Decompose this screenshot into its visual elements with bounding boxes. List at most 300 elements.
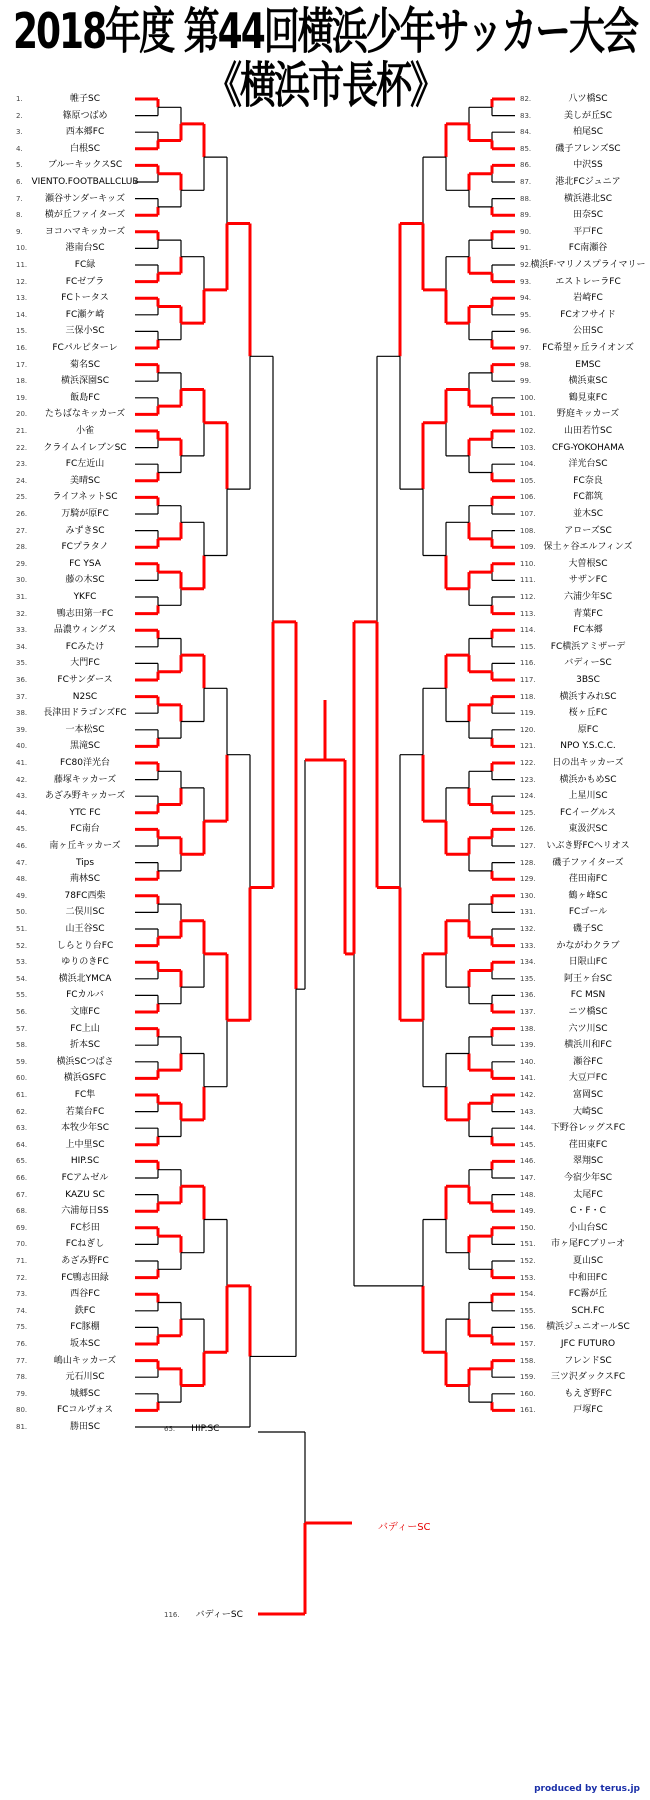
team-name: KAZU SC (65, 1189, 105, 1200)
team-number: 109. (520, 543, 536, 552)
team-number: 85. (520, 144, 532, 153)
team-number: 70. (16, 1240, 28, 1249)
team-number: 6. (16, 178, 23, 186)
team-number: 50. (16, 908, 28, 917)
team-name: 小雀 (75, 426, 94, 436)
team-number: 23. (16, 460, 28, 469)
team-name: 西本郷FC (65, 127, 105, 138)
team-name: FC YSA (69, 558, 101, 569)
team-name: FC上山 (70, 1023, 100, 1034)
team-number: 138. (520, 1024, 536, 1033)
team-number: 26. (16, 510, 28, 518)
team-number: 60. (16, 1074, 28, 1083)
team-name: FC本郷 (573, 625, 603, 636)
team-name: 港北FCジュニア (555, 177, 621, 187)
team-name: FCオフサイド (560, 309, 616, 320)
team-number: 107. (520, 510, 536, 518)
team-number: 61. (16, 1091, 28, 1099)
team-number: 1. (16, 95, 23, 103)
team-number: 77. (16, 1356, 28, 1365)
team-number: 155. (520, 1306, 536, 1315)
team-name: FC左近山 (65, 459, 105, 470)
team-number: 87. (520, 178, 532, 186)
team-number: 33. (16, 626, 28, 635)
team-number: 27. (16, 526, 28, 535)
team-number: 147. (520, 1174, 536, 1182)
team-number: 32. (16, 609, 28, 618)
team-number: 108. (520, 526, 536, 535)
team-number: 78. (16, 1373, 28, 1382)
team-number: 104. (520, 460, 536, 469)
team-number: 81. (16, 1423, 28, 1431)
team-name: みずきSC (65, 525, 105, 536)
team-name: たちばなキッカーズ (44, 409, 126, 420)
team-name: FC杉田 (70, 1222, 100, 1233)
team-name: 美晴SC (70, 475, 100, 486)
team-number: 117. (520, 676, 536, 684)
team-name: 下野谷レッグスFC (550, 1123, 626, 1134)
team-name: 横が丘ファイターズ (44, 210, 126, 221)
team-number: 136. (520, 991, 536, 1000)
team-name: 品濃ウィングス (53, 625, 117, 636)
team-name: HIP.SC (70, 1156, 100, 1167)
team-name: しらとり台FC (56, 940, 114, 951)
team-number: 39. (16, 725, 28, 734)
final-bottom-name: バディーSC (195, 1610, 243, 1620)
team-name: 城郷SC (70, 1388, 100, 1399)
page-title: 2018年度 第44回横浜少年サッカー大会《横浜市長杯》 (12, 4, 638, 114)
team-number: 110. (520, 559, 536, 568)
team-name: 戸塚FC (573, 1405, 603, 1416)
team-number: 72. (16, 1273, 28, 1282)
team-name: CFG-YOKOHAMA (551, 442, 625, 453)
team-name: YTC FC (69, 807, 101, 818)
team-name: あざみ野キッカーズ (44, 791, 126, 802)
team-number: 56. (16, 1008, 28, 1016)
team-name: 翠翔SC (573, 1156, 603, 1167)
team-name: 八ツ橋SC (568, 94, 608, 104)
team-name: ゆりのきFC (61, 957, 109, 968)
team-name: VIENTO.FOOTBALLCLUB (31, 177, 139, 187)
final-entry-top (164, 1424, 219, 1434)
team-number: 11. (16, 261, 28, 269)
team-number: 112. (520, 593, 536, 601)
team-number: 65. (16, 1157, 28, 1166)
team-name: 中沢SS (573, 160, 603, 171)
team-name: 飯島FC (70, 392, 100, 403)
team-name: 磯子フレンズSC (555, 143, 621, 154)
team-number: 66. (16, 1174, 28, 1182)
team-name: FCゴール (568, 907, 608, 918)
team-number: 125. (520, 808, 536, 817)
team-number: 134. (520, 958, 536, 967)
team-number: 51. (16, 925, 28, 933)
team-name: 公田SC (573, 326, 603, 337)
team-number: 91. (520, 244, 532, 253)
team-number: 99. (520, 377, 532, 386)
team-number: 139. (520, 1041, 536, 1050)
team-number: 13. (16, 294, 28, 303)
team-number: 59. (16, 1057, 28, 1066)
team-number: 143. (520, 1107, 536, 1116)
team-name: 田奈SC (573, 210, 603, 221)
team-name: Tips (75, 857, 95, 868)
team-name: 西谷FC (70, 1289, 100, 1300)
team-name: 夏山SC (573, 1256, 603, 1266)
team-name: FC南台 (70, 824, 100, 835)
team-name: 磯子SC (573, 924, 603, 934)
team-name: 中和田FC (568, 1272, 608, 1283)
team-number: 12. (16, 277, 28, 286)
team-number: 24. (16, 476, 28, 485)
team-name: 柏尾SC (573, 127, 603, 138)
team-number: 69. (16, 1223, 28, 1232)
team-name: 荏田東FC (568, 1139, 608, 1150)
team-number: 31. (16, 593, 28, 601)
team-number: 21. (16, 427, 28, 435)
team-name: FC奈良 (573, 475, 603, 486)
team-number: 137. (520, 1008, 536, 1016)
team-number: 82. (520, 95, 532, 103)
team-number: 46. (16, 842, 28, 850)
team-name: FCコルヴォス (56, 1405, 114, 1416)
team-number: 20. (16, 410, 28, 419)
team-number: 127. (520, 842, 536, 850)
team-number: 15. (16, 327, 28, 336)
team-number: 135. (520, 974, 536, 983)
team-number: 49. (16, 891, 28, 900)
team-name: 阿王ヶ台SC (564, 973, 612, 984)
team-name: 桜ヶ丘FC (568, 708, 608, 719)
team-name: 万騎が原FC (61, 509, 109, 519)
team-number: 74. (16, 1306, 28, 1315)
team-name: サザンFC (568, 575, 608, 586)
team-number: 128. (520, 858, 536, 867)
team-name: 上星川SC (568, 791, 608, 802)
team-number: 132. (520, 925, 536, 933)
team-name: FCみたけ (65, 641, 105, 652)
team-number: 160. (520, 1389, 536, 1398)
team-number: 158. (520, 1356, 536, 1365)
team-name: 大門FC (70, 658, 100, 669)
team-number: 95. (520, 310, 532, 319)
team-number: 79. (16, 1389, 28, 1398)
team-name: 横浜かもめSC (559, 774, 617, 785)
team-number: 96. (520, 327, 532, 336)
team-number: 118. (520, 692, 536, 701)
team-number: 67. (16, 1190, 28, 1199)
team-name: 荊林SC (70, 874, 100, 885)
team-number: 129. (520, 875, 536, 884)
team-name: 南ヶ丘キッカーズ (49, 841, 121, 851)
team-name: ニツ橋SC (568, 1007, 608, 1017)
team-name: 横浜GSFC (63, 1073, 107, 1084)
team-number: 90. (520, 227, 532, 236)
team-number: 83. (520, 111, 532, 120)
team-name: ヨコハマキッカーズ (44, 226, 126, 237)
team-name: 藤の木SC (65, 575, 105, 586)
team-name: 小山台SC (568, 1222, 608, 1233)
team-number: 42. (16, 775, 28, 784)
team-number: 154. (520, 1290, 536, 1299)
team-number: 146. (520, 1157, 536, 1166)
team-number: 28. (16, 543, 28, 552)
team-number: 7. (16, 194, 23, 203)
team-name: N2SC (72, 691, 98, 702)
team-name: 篠原つばめ (62, 110, 108, 121)
team-name: アローズSC (564, 525, 612, 536)
team-number: 126. (520, 825, 536, 834)
team-name: フレンドSC (564, 1355, 612, 1366)
team-number: 36. (16, 676, 28, 684)
team-name: FC緑 (74, 260, 96, 270)
team-name: FC MSN (570, 990, 606, 1001)
team-number: 121. (520, 742, 536, 751)
team-name: 山王谷SC (65, 924, 105, 934)
team-name: 岩崎FC (573, 293, 603, 304)
team-number: 133. (520, 941, 536, 950)
team-number: 53. (16, 958, 28, 967)
team-name: 横浜すみれSC (559, 691, 617, 702)
team-name: 菊名SC (70, 359, 100, 370)
team-name: 78FC西柴 (64, 890, 106, 901)
team-number: 52. (16, 941, 28, 950)
team-name: 若葉台FC (65, 1106, 105, 1117)
team-number: 64. (16, 1140, 28, 1149)
team-number: 34. (16, 642, 28, 651)
team-name: 美しが丘SC (564, 110, 612, 121)
team-number: 116. (520, 659, 536, 668)
team-number: 62. (16, 1107, 28, 1116)
team-name: 帷子SC (70, 94, 100, 104)
team-name: FC都筑 (573, 492, 603, 503)
team-number: 119. (520, 709, 536, 718)
team-number: 145. (520, 1140, 536, 1149)
team-number: 98. (520, 360, 532, 369)
team-number: 86. (520, 161, 532, 170)
team-number: 35. (16, 659, 28, 668)
team-name: 本牧少年SC (61, 1123, 109, 1134)
team-name: 野庭キッカーズ (556, 409, 620, 420)
team-number: 89. (520, 211, 532, 220)
team-number: 10. (16, 244, 28, 253)
team-name: 横浜川和FC (564, 1040, 612, 1051)
team-name: 鶴見東FC (568, 392, 608, 403)
team-name: 保土ヶ谷エルフィンズ (543, 542, 633, 553)
team-name: 平戸FC (573, 226, 603, 237)
team-name: FC80洋光台 (60, 758, 110, 768)
team-number: 153. (520, 1273, 536, 1282)
team-number: 80. (16, 1406, 28, 1415)
team-name: YKFC (73, 592, 97, 602)
team-number: 142. (520, 1091, 536, 1099)
team-number: 93. (520, 277, 532, 286)
team-name: 勝田SC (70, 1422, 100, 1432)
team-name: FCゼブラ (65, 276, 105, 287)
team-number: 94. (520, 294, 532, 303)
team-name: かながわクラブ (556, 940, 620, 951)
team-number: 149. (520, 1207, 536, 1216)
team-name: 横浜東SC (568, 376, 608, 387)
team-name: 横浜港北SC (564, 193, 612, 204)
team-name: 日の出キッカーズ (552, 758, 624, 768)
team-name: エストレーラFC (555, 276, 621, 287)
team-name: 荏田南FC (568, 874, 608, 885)
champion-label: バディーSC (378, 1522, 431, 1533)
team-number: 47. (16, 858, 28, 867)
team-number: 8. (16, 211, 23, 220)
team-name: FCサンダース (57, 675, 113, 685)
team-name: 瀬谷FC (573, 1056, 603, 1067)
team-number: 122. (520, 759, 536, 767)
team-number: 113. (520, 609, 536, 618)
team-number: 17. (16, 360, 28, 369)
team-name: 3BSC (576, 675, 600, 685)
team-name: 白根SC (70, 143, 100, 154)
team-number: 45. (16, 825, 28, 834)
team-name: FC横浜アミザーデ (550, 641, 626, 652)
team-name: クライムイレブンSC (43, 442, 127, 453)
credit-text[interactable]: produced by terus.jp (534, 1784, 640, 1794)
team-name: 東汲沢SC (568, 824, 608, 835)
team-number: 148. (520, 1190, 536, 1199)
final-top-name: HIP.SC (191, 1424, 220, 1434)
team-number: 58. (16, 1041, 28, 1050)
team-name: 大崎SC (573, 1106, 603, 1117)
team-number: 4. (16, 144, 23, 153)
team-name: 横浜深園SC (61, 376, 109, 387)
team-name: FC鴨志田緑 (61, 1272, 109, 1283)
team-number: 115. (520, 642, 536, 651)
team-number: 97. (520, 344, 532, 352)
team-name: 二俣川SC (65, 907, 105, 918)
team-number: 102. (520, 427, 536, 435)
team-number: 37. (16, 692, 28, 701)
team-number: 76. (16, 1340, 28, 1348)
team-name: 富岡SC (573, 1090, 603, 1100)
team-name: 六浦毎日SS (61, 1206, 109, 1217)
team-name: 大豆戸FC (568, 1073, 608, 1084)
team-name: 藤塚キッカーズ (53, 774, 117, 785)
team-name: 青葉FC (573, 608, 603, 619)
team-name: 元石川SC (65, 1372, 105, 1383)
team-number: 123. (520, 775, 536, 784)
team-name: JFC FUTURO (560, 1339, 616, 1349)
final-entry-bottom (164, 1607, 243, 1620)
team-name: 長津田ドラゴンズFC (43, 708, 127, 719)
team-number: 18. (16, 377, 28, 386)
team-name: 黒滝SC (70, 741, 100, 752)
team-name: FC希望ヶ丘ライオンズ (542, 343, 634, 353)
team-name: FC霧が丘 (568, 1289, 608, 1300)
team-number: 71. (16, 1257, 28, 1265)
team-number: 157. (520, 1340, 536, 1348)
team-number: 103. (520, 443, 536, 452)
team-number: 124. (520, 792, 536, 801)
team-name: 港南台SC (65, 243, 105, 254)
team-number: 106. (520, 493, 536, 502)
team-number: 101. (520, 410, 536, 419)
team-number: 161. (520, 1406, 536, 1415)
team-number: 120. (520, 725, 536, 734)
final-bottom-number: 116. (164, 1611, 180, 1619)
team-name: NPO Y.S.C.C. (560, 741, 616, 752)
team-name: バディーSC (564, 658, 612, 669)
team-name: 一本松SC (65, 724, 105, 735)
team-number: 159. (520, 1373, 536, 1382)
team-name: 坂本SC (70, 1339, 100, 1349)
team-number: 68. (16, 1207, 28, 1216)
team-number: 14. (16, 310, 28, 319)
team-name: FC南瀬谷 (568, 243, 608, 254)
team-number: 63. (16, 1124, 28, 1133)
team-number: 151. (520, 1240, 536, 1249)
team-name: 六ツ川SC (568, 1023, 608, 1034)
team-name: 文庫FC (70, 1007, 100, 1017)
team-number: 144. (520, 1124, 536, 1133)
team-number: 2. (16, 111, 23, 120)
team-number: 9. (16, 227, 23, 236)
team-name: 今宿少年SC (564, 1173, 612, 1183)
team-number: 75. (16, 1323, 28, 1332)
team-name: 原FC (577, 724, 599, 735)
team-name: 鶴ヶ峰SC (568, 890, 608, 901)
team-number: 140. (520, 1057, 536, 1066)
team-name: 並木SC (573, 509, 603, 519)
team-number: 3. (16, 128, 23, 137)
team-name: 横浜SCつばさ (56, 1056, 114, 1067)
team-number: 100. (520, 393, 536, 402)
team-name: 鉄FC (74, 1305, 96, 1316)
team-name: 市ヶ尾FCブリーオ (551, 1239, 625, 1250)
team-number: 111. (520, 576, 536, 585)
team-number: 105. (520, 476, 536, 485)
team-name: 折本SC (70, 1040, 100, 1051)
team-name: 磯子ファイターズ (552, 857, 624, 868)
team-name: FCカルバ (66, 990, 104, 1001)
team-number: 48. (16, 875, 28, 884)
team-number: 131. (520, 908, 536, 917)
team-name: EMSC (575, 359, 601, 370)
team-name: 上中里SC (65, 1139, 105, 1150)
team-name: もえぎ野FC (564, 1388, 612, 1399)
team-name: FC瀬ケ崎 (65, 309, 105, 320)
team-number: 57. (16, 1024, 28, 1033)
team-name: 瀬谷サンダーキッズ (44, 193, 125, 204)
team-name: FCねぎし (65, 1239, 105, 1250)
team-number: 44. (16, 808, 28, 817)
team-name: 六浦少年SC (564, 592, 612, 602)
team-name: 三ツ沢ダックスFC (550, 1372, 626, 1383)
team-number: 73. (16, 1290, 28, 1299)
team-number: 43. (16, 792, 28, 801)
team-number: 16. (16, 344, 28, 352)
team-name: あざみ野FC (61, 1256, 109, 1266)
team-name: 日限山FC (568, 957, 608, 968)
team-number: 25. (16, 493, 28, 502)
team-number: 22. (16, 443, 28, 452)
team-number: 5. (16, 161, 23, 170)
team-number: 150. (520, 1223, 536, 1232)
team-number: 30. (16, 576, 28, 585)
team-number: 55. (16, 991, 28, 1000)
team-name: FC豚棚 (70, 1322, 100, 1333)
team-name: ライフネットSC (52, 492, 118, 503)
team-name: 太尾FC (573, 1189, 603, 1200)
team-name: FCプラタノ (61, 542, 109, 553)
team-name: FCパルピターレ (52, 343, 118, 353)
team-name: 山田若竹SC (564, 426, 612, 436)
